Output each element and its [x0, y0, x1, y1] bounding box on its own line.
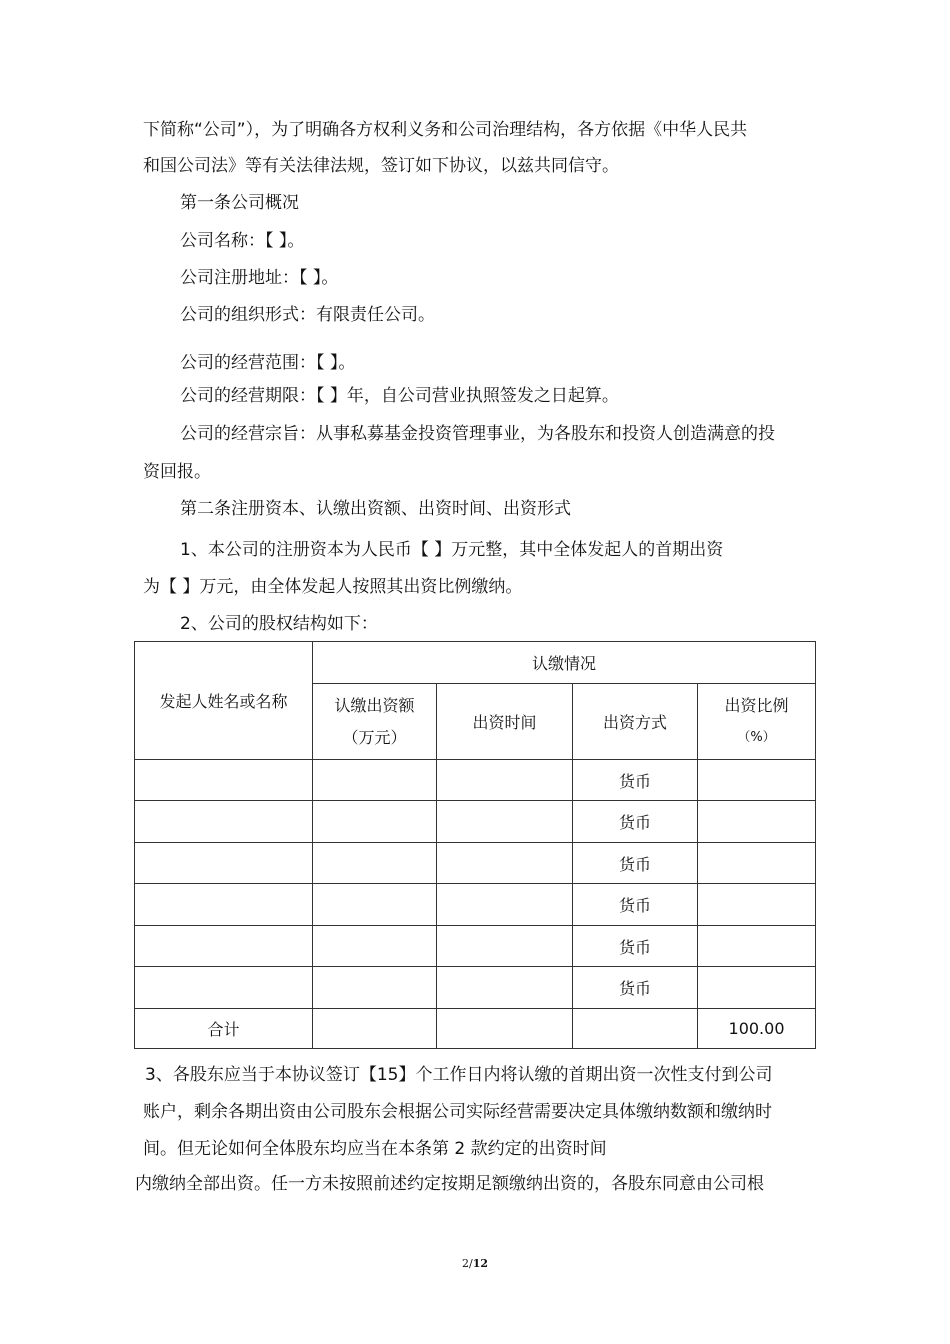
- cell-contribution-ratio: [698, 967, 816, 1009]
- cell-contribution-method: 货币: [573, 843, 698, 884]
- cell-total-amount: [313, 1009, 437, 1049]
- cell-founder-name: [135, 760, 313, 801]
- cell-contribution-ratio: [698, 801, 816, 843]
- page-number-current: 2/: [461, 1257, 473, 1270]
- article-1-title: 第一条公司概况: [180, 193, 299, 213]
- header-contribution-ratio: [698, 684, 816, 760]
- article-2-title: 第二条注册资本、认缴出资额、出资时间、出资形式: [180, 499, 571, 519]
- cell-contribution-time: [437, 926, 573, 967]
- table-row: [135, 801, 816, 843]
- clause-3-line1: 3、各股东应当于本协议签订【15】个工作日内将认缴的首期出资一次性支付到公司: [145, 1065, 773, 1085]
- company-purpose-line2: 资回报。: [143, 462, 211, 482]
- company-purpose-line1: 公司的经营宗旨：从事私募基金投资管理事业，为各股东和投资人创造满意的投: [180, 424, 775, 444]
- cell-contribution-ratio: [698, 843, 816, 884]
- cell-total-label: 合计: [135, 1009, 313, 1049]
- cell-contribution-method: 货币: [573, 926, 698, 967]
- cell-subscribed-amount: [313, 843, 437, 884]
- company-name-line: 公司名称：【 】。: [180, 231, 305, 251]
- cell-founder-name: [135, 926, 313, 967]
- company-address-line: 公司注册地址：【 】。: [180, 268, 339, 288]
- cell-total-method: [573, 1009, 698, 1049]
- table-row: [135, 967, 816, 1009]
- cell-contribution-time: [437, 801, 573, 843]
- cell-subscribed-amount: [313, 760, 437, 801]
- cell-founder-name: [135, 884, 313, 926]
- header-founder-name: 发起人姓名或名称: [135, 642, 313, 760]
- paragraph-intro-line1: 下简称“公司”），为了明确各方权利义务和公司治理结构，各方依据《中华人民共: [143, 120, 748, 140]
- cell-contribution-time: [437, 967, 573, 1009]
- cell-contribution-method: 货币: [573, 801, 698, 843]
- cell-founder-name: [135, 843, 313, 884]
- header-subscribed-amount-label: 认缴出资额: [334, 695, 415, 715]
- cell-total-time: [437, 1009, 573, 1049]
- cell-subscribed-amount: [313, 967, 437, 1009]
- company-term-line: 公司的经营期限：【 】年，自公司营业执照签发之日起算。: [180, 386, 619, 406]
- shareholding-table: [134, 641, 816, 1049]
- page-number: [0, 1257, 950, 1270]
- header-subscription-group: 认缴情况: [313, 642, 816, 684]
- cell-contribution-time: [437, 760, 573, 801]
- cell-contribution-ratio: [698, 760, 816, 801]
- table-header-row-1: [135, 642, 816, 684]
- cell-subscribed-amount: [313, 801, 437, 843]
- header-contribution-ratio-label: 出资比例: [724, 695, 789, 715]
- cell-contribution-ratio: [698, 884, 816, 926]
- cell-contribution-ratio: [698, 926, 816, 967]
- clause-3-line4: 内缴纳全部出资。任一方未按照前述约定按期足额缴纳出资的，各股东同意由公司根: [135, 1174, 764, 1194]
- table-row: [135, 926, 816, 967]
- clause-3-line2: 账户，剩余各期出资由公司股东会根据公司实际经营需要决定具体缴纳数额和缴纳时: [143, 1102, 772, 1122]
- header-contribution-method: 出资方式: [573, 684, 698, 760]
- table-row: [135, 884, 816, 926]
- cell-contribution-time: [437, 843, 573, 884]
- table-total-row: [135, 1009, 816, 1049]
- header-contribution-time: 出资时间: [437, 684, 573, 760]
- paragraph-intro-line2: 和国公司法》等有关法律法规，签订如下协议，以兹共同信守。: [143, 156, 619, 176]
- table-row: [135, 843, 816, 884]
- header-subscribed-amount: [313, 684, 437, 760]
- header-subscribed-amount-unit: （万元）: [342, 727, 407, 747]
- cell-contribution-time: [437, 884, 573, 926]
- header-contribution-ratio-unit: （%）: [737, 729, 776, 745]
- cell-founder-name: [135, 801, 313, 843]
- clause-3-line3: 间。但无论如何全体股东均应当在本条第 2 款约定的出资时间: [143, 1139, 607, 1159]
- cell-total-ratio: 100.00: [698, 1009, 816, 1049]
- page-number-total: 12: [472, 1257, 489, 1270]
- cell-founder-name: [135, 967, 313, 1009]
- cell-contribution-method: 货币: [573, 967, 698, 1009]
- table-row: [135, 760, 816, 801]
- company-form-line: 公司的组织形式：有限责任公司。: [180, 305, 435, 325]
- company-scope-line: 公司的经营范围：【 】。: [180, 353, 356, 373]
- clause-1-line2: 为【 】万元，由全体发起人按照其出资比例缴纳。: [143, 577, 523, 597]
- clause-1-line1: 1、本公司的注册资本为人民币【 】万元整，其中全体发起人的首期出资: [180, 540, 724, 560]
- cell-subscribed-amount: [313, 926, 437, 967]
- cell-contribution-method: 货币: [573, 884, 698, 926]
- cell-contribution-method: 货币: [573, 760, 698, 801]
- clause-2-line: 2、公司的股权结构如下：: [180, 614, 378, 634]
- cell-subscribed-amount: [313, 884, 437, 926]
